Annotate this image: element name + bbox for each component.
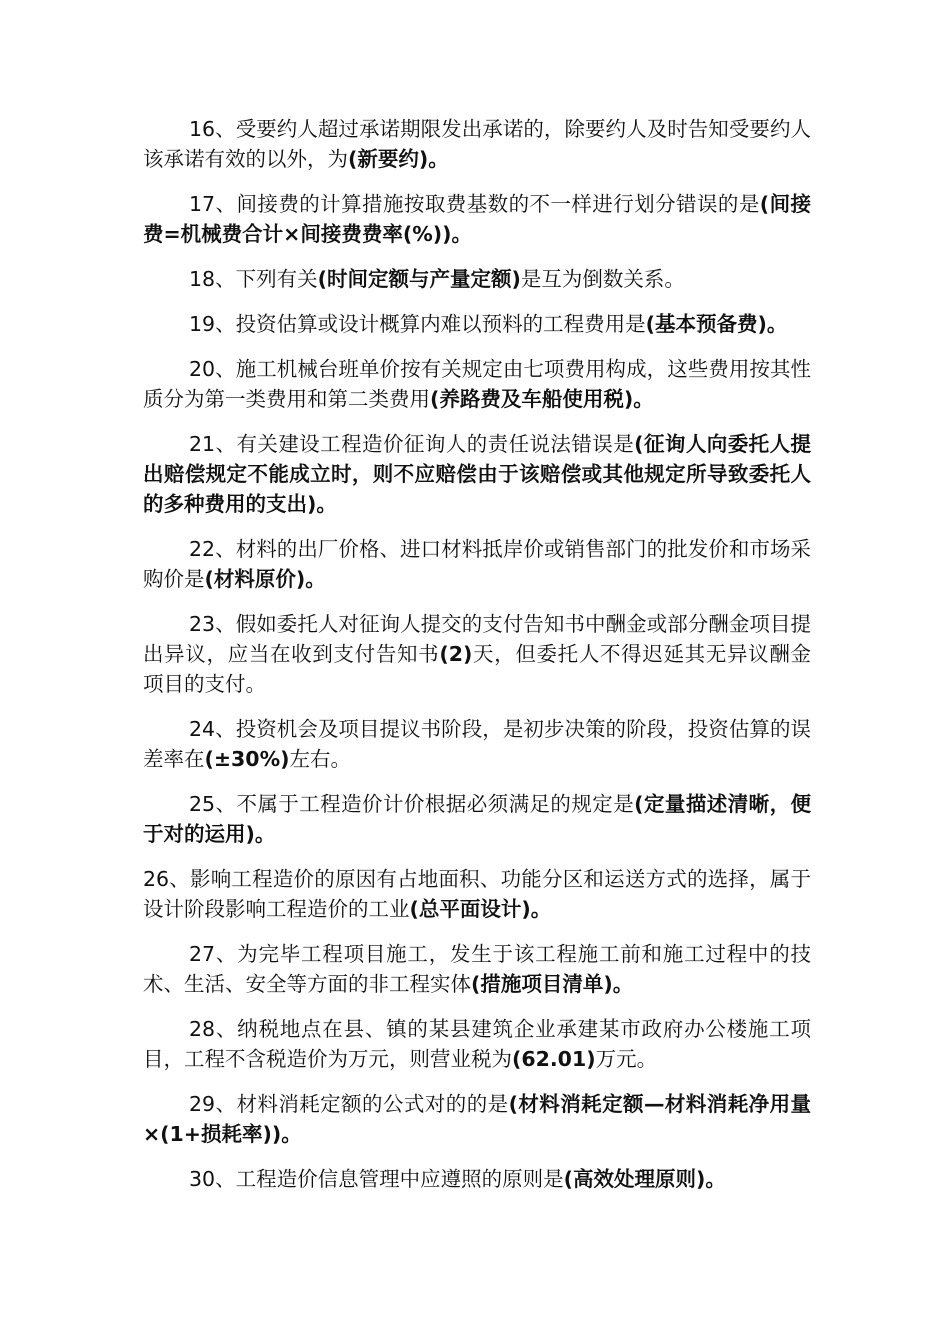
question-item-18 (143, 264, 811, 294)
answer-text: (措施项目清单)。 (471, 972, 634, 996)
question-number: 16、 (189, 117, 236, 141)
question-text: 影响工程造价的原因有占地面积、功能分区和运送方式的选择，属于设计阶段影响工程造价的工业 (143, 867, 811, 921)
answer-text: (±30%) (204, 747, 290, 771)
question-text: 下列有关 (235, 267, 318, 291)
question-tail: 左右。 (289, 747, 351, 771)
answer-text: (高效处理原则)。 (563, 1167, 726, 1191)
answer-text: (62.01) (512, 1047, 596, 1071)
question-tail: 万元。 (595, 1047, 658, 1071)
answer-text: (时间定额与产量定额) (317, 267, 521, 291)
question-number: 27、 (189, 942, 238, 966)
answer-text: (定量描述清晰，便于对的运用)。 (143, 792, 811, 846)
answer-text: (2) (439, 642, 473, 666)
question-item-19 (143, 309, 811, 339)
answer-text: (养路费及车船使用税)。 (430, 387, 654, 411)
question-number: 29、 (189, 1092, 237, 1116)
question-number: 24、 (189, 717, 236, 741)
question-text: 间接费的计算措施按取费基数的不一样进行划分错误的是 (236, 192, 760, 216)
question-item-30 (143, 1164, 811, 1194)
question-number: 22、 (189, 537, 236, 561)
question-text: 假如委托人对征询人提交的支付告知书中酬金或部分酬金项目提出异议，应当在收到支付告知书 (143, 612, 811, 666)
answer-text: (材料原价)。 (204, 567, 326, 591)
question-item-29 (143, 1089, 811, 1149)
question-list (143, 114, 811, 1209)
question-number: 30、 (189, 1167, 236, 1191)
question-number: 20、 (189, 357, 236, 381)
question-text: 投资机会及项目提议书阶段，是初步决策的阶段，投资估算的误差率在 (143, 717, 811, 771)
question-tail: 是互为倒数关系。 (520, 267, 685, 291)
question-item-26 (143, 864, 811, 924)
answer-text: (基本预备费)。 (645, 312, 788, 336)
question-text: 不属于工程造价计价根据必须满足的规定是 (236, 792, 635, 816)
question-item-23 (143, 609, 811, 699)
answer-text: (总平面设计)。 (409, 897, 552, 921)
question-item-17 (143, 189, 811, 249)
question-item-24 (143, 714, 811, 774)
question-text: 受要约人超过承诺期限发出承诺的，除要约人及时告知受要约人该承诺有效的以外，为 (143, 117, 811, 171)
question-item-22 (143, 534, 811, 594)
question-item-16 (143, 114, 811, 174)
question-number: 17、 (189, 192, 237, 216)
question-item-21 (143, 429, 811, 519)
question-number: 21、 (189, 432, 237, 456)
question-text: 纳税地点在县、镇的某县建筑企业承建某市政府办公楼施工项目，工程不含税造价为万元，则营业税为 (143, 1017, 811, 1071)
question-number: 18、 (189, 267, 236, 291)
question-text: 施工机械台班单价按有关规定由七项费用构成，这些费用按其性质分为第一类费用和第二类费用 (143, 357, 811, 411)
question-number: 19、 (189, 312, 236, 336)
question-text: 为完毕工程项目施工，发生于该工程施工前和施工过程中的技术、生活、安全等方面的非工程实体 (143, 942, 811, 996)
question-tail: 天，但委托人不得迟延其无异议酬金项目的支付。 (143, 642, 812, 696)
question-text: 有关建设工程造价征询人的责任说法错误是 (236, 432, 635, 456)
question-number: 23、 (189, 612, 236, 636)
question-item-28 (143, 1014, 811, 1074)
answer-text: (新要约)。 (348, 147, 449, 171)
question-number: 25、 (189, 792, 237, 816)
answer-text: (间接费=机械费合计×间接费费率(%))。 (143, 192, 811, 246)
question-text: 材料消耗定额的公式对的的是 (236, 1092, 509, 1116)
question-text: 投资估算或设计概算内难以预料的工程费用是 (235, 312, 646, 336)
answer-text: (征询人向委托人提出赔偿规定不能成立时，则不应赔偿由于该赔偿或其他规定所导致委托人的多种费用的支出)。 (143, 432, 811, 516)
question-item-20 (143, 354, 811, 414)
question-text: 工程造价信息管理中应遵照的原则是 (235, 1167, 564, 1191)
question-item-25 (143, 789, 811, 849)
question-number: 28、 (189, 1017, 238, 1041)
answer-text: (材料消耗定额—材料消耗净用量×(1+损耗率))。 (143, 1092, 811, 1146)
question-number: 26、 (143, 867, 190, 891)
question-text: 材料的出厂价格、进口材料抵岸价或销售部门的批发价和市场采购价是 (143, 537, 811, 591)
question-item-27 (143, 939, 811, 999)
